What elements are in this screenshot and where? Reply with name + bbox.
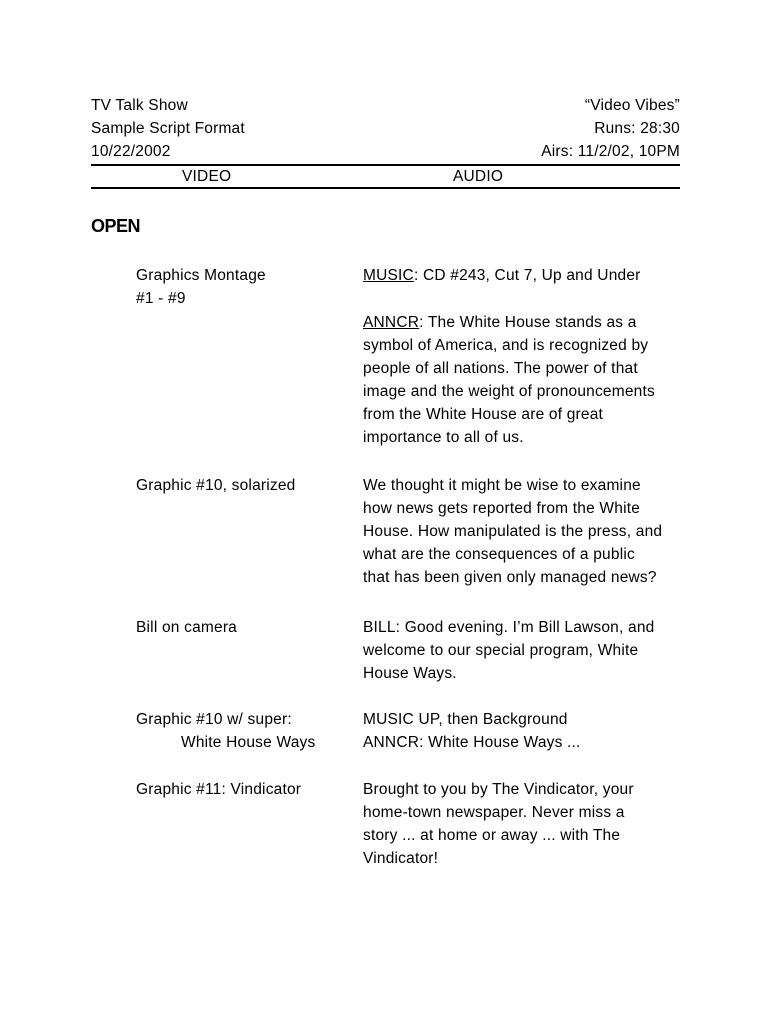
script-format: Sample Script Format	[91, 120, 245, 137]
video-cue-1	[136, 264, 351, 310]
audio-cue-6	[363, 778, 683, 870]
audio-cue-line: people of all nations. The power of that	[363, 360, 638, 377]
audio-cue-line: story ... at home or away ... with The	[363, 827, 621, 844]
video-cue-4	[136, 616, 351, 639]
audio-cue-line: image and the weight of pronouncements	[363, 383, 655, 400]
header-row-2	[91, 117, 680, 140]
audio-cue-line: what are the consequences of a public	[363, 546, 635, 563]
audio-cue-line: welcome to our special program, White	[363, 642, 639, 659]
header-row-3	[91, 140, 680, 163]
audio-cue-line: how news gets reported from the White	[363, 500, 641, 517]
audio-cue-line: House. How manipulated is the press, and	[363, 523, 663, 540]
audio-cue-line: home-town newspaper. Never miss a	[363, 804, 625, 821]
announcer-text: : The White House stands as a	[419, 314, 637, 331]
show-type: TV Talk Show	[91, 97, 188, 114]
audio-cue-5	[363, 708, 683, 754]
music-label: MUSIC	[363, 267, 414, 284]
audio-cue-line: ANNCR: White House Ways ...	[363, 734, 581, 751]
header-rule-bottom	[91, 187, 680, 189]
video-cue-super: White House Ways	[181, 734, 316, 751]
audio-cue-line: symbol of America, and is recognized by	[363, 337, 649, 354]
audio-cue-line: House Ways.	[363, 665, 457, 682]
video-cue-5	[136, 708, 351, 754]
video-cue-line: Bill on camera	[136, 619, 238, 636]
video-cue-3	[136, 474, 351, 497]
audio-cue-line	[363, 311, 683, 334]
video-cue-line: Graphic #10 w/ super:	[136, 711, 292, 728]
script-header	[91, 94, 680, 163]
audio-column-heading: AUDIO	[453, 168, 504, 185]
audio-cue-1	[363, 264, 683, 287]
audio-cue-line: importance to all of us.	[363, 429, 524, 446]
air-date: Airs: 11/2/02, 10PM	[541, 143, 680, 160]
announcer-label: ANNCR	[363, 314, 420, 331]
audio-cue-line: MUSIC UP, then Background	[363, 711, 568, 728]
audio-cue-line: that has been given only managed news?	[363, 569, 657, 586]
video-cue-6	[136, 778, 351, 801]
video-column-heading: VIDEO	[182, 168, 232, 185]
music-cue-text: : CD #243, Cut 7, Up and Under	[413, 267, 641, 284]
video-cue-line: Graphics Montage	[136, 267, 266, 284]
audio-cue-4	[363, 616, 683, 685]
audio-cue-line: from the White House are of great	[363, 406, 604, 423]
header-row-1	[91, 94, 680, 117]
header-rule-top	[91, 164, 680, 166]
audio-cue-line	[363, 264, 683, 287]
audio-cue-3	[363, 474, 683, 589]
audio-cue-line: Brought to you by The Vindicator, your	[363, 781, 634, 798]
audio-cue-line: We thought it might be wise to examine	[363, 477, 641, 494]
audio-cue-line: Vindicator!	[363, 850, 439, 867]
script-date: 10/22/2002	[91, 143, 171, 160]
video-cue-line: #1 - #9	[136, 290, 186, 307]
run-time: Runs: 28:30	[594, 120, 680, 137]
section-heading: OPEN	[91, 216, 141, 236]
video-cue-line: Graphic #11: Vindicator	[136, 781, 302, 798]
audio-cue-line: BILL: Good evening. I’m Bill Lawson, and	[363, 619, 655, 636]
show-title: “Video Vibes”	[584, 97, 680, 114]
video-cue-line: Graphic #10, solarized	[136, 477, 296, 494]
audio-cue-2	[363, 311, 683, 449]
